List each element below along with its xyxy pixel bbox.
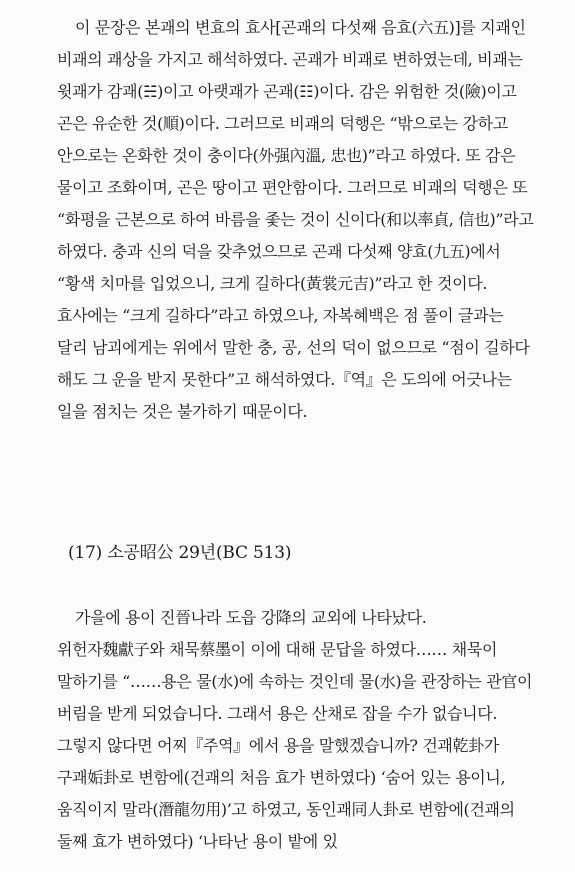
body-paragraph-1: 이 문장은 본괘의 변효의 효사[곤괘의 다섯째 음효(六五)]를 지괘인 비괘의 괘상을 가지고 해석하였다. 곤괘가 비괘로 변하였는데, 비괘는 윗괘가 감괘(☵)이고 아랫괘가 곤괘(☷)이다. 감은 위험한 것(險)이고 곤은 유순한 것(順)이다. 그러므로 비괘의 덕행은 “밖으로는 강하고 안으로는 온화한 것이 충이다(外强內溫, 忠也)”라고 하였다. 또 감은 물이고 조화이며, 곤은 땅이고 편안함이다. 그러므로 비괘의 덕행은 또 “화평을 근본으로 하여 바름을 좇는 것이 신이다(和以率貞, 信也)”라고 하였다. 충과 신의 덕을 갖추었으므로 곤괘 다섯째 양효(九五)에서 “황색 치마를 입었으니, 크게 길하다(黃裳元吉)”라고 한 것이다. 효사에는 “크게 길하다”라고 하였으나, 자복혜백은 점 풀이 글과는 달리 남괴에게는 위에서 말한 충, 공, 선의 덕이 없으므로 “점이 길하다 해도 그 운을 받지 못한다”고 해석하였다.『역』은 도의에 어긋나는 일을 점치는 것은 불가하기 때문이다.: [57, 18, 534, 421]
section-heading: (17) 소공昭公 29년(BC 513): [68, 543, 292, 563]
body-paragraph-2: 가을에 용이 진晉나라 도읍 강降의 교외에 나타났다. 위헌자魏獻子와 채묵蔡墨이 이에 대해 문답을 하였다…… 채묵이 말하기를 “……용은 물(水)에 속하는 것인데 물(水)을 관장하는 관官이 버림을 받게 되었습니다. 그래서 용은 산채로 잡을 수가 없습니다. 그렇지 않다면 어찌『주역』에서 용을 말했겠습니까? 건괘乾卦가 구괘姤卦로 변함에(건괘의 처음 효가 변하였다) ‘숨어 있는 용이니, 움직이지 말라(潛龍勿用)’고 하였고, 동인괘同人卦로 변함에(건괘의 둘째 효가 변하였다) ‘나타난 용이 밭에 있: [57, 608, 533, 851]
